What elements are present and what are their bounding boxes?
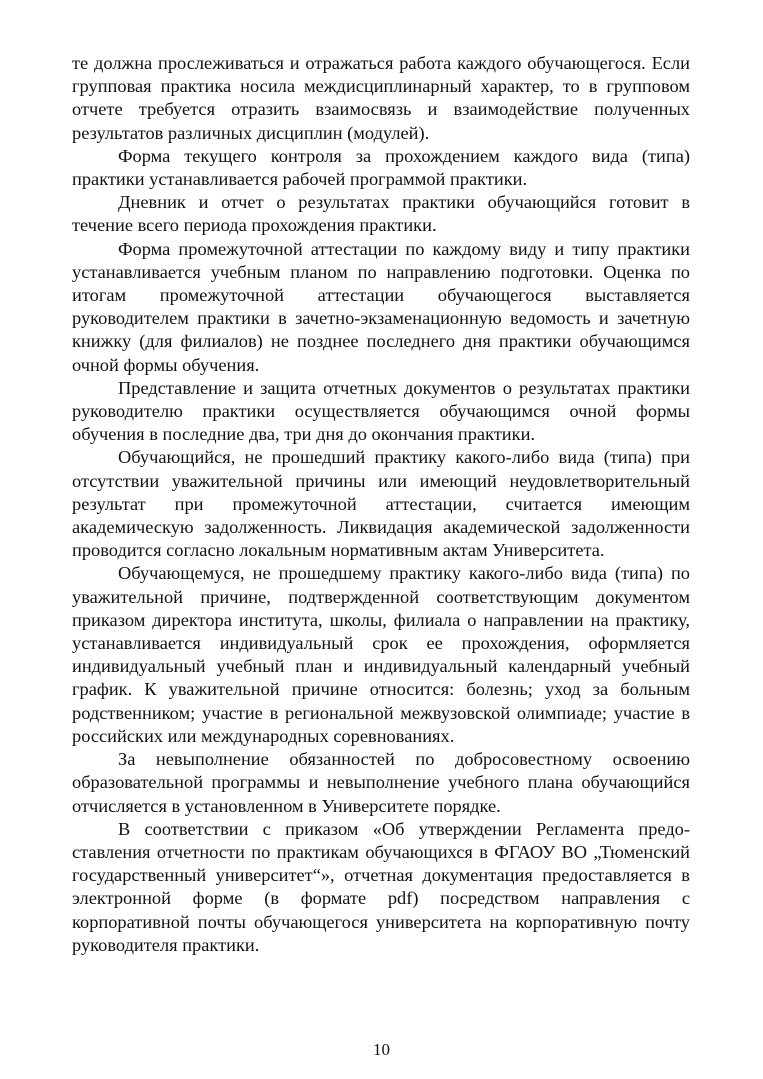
paragraph-expulsion: За невыполнение обязанностей по добросовестному освоению образовательной программы и невыполнение учебного плана обучающийся отчисляется в установленном в Университете порядке. (72, 749, 690, 816)
paragraph-diary-report: Дневник и отчет о результатах практики обучающийся готовит в течение всего периода прохождения практики. (72, 192, 690, 236)
paragraph-valid-reason: Обучающемуся, не прошедшему практику какого-либо вида (типа) по уважительной причине, подтвержденной соответствующим документом приказом директора института, школы, филиала о направлении на практику, устанавливается индивидуальный срок ее прохождения, оформляется индивидуальный учебный план и индивидуальный календарный учебный график. К уважительной причине относится: болезнь; уход за больным родственником; участие в региональной межвузовской олимпиаде; участие в российских или международных соревнованиях. (72, 563, 690, 746)
paragraph-intermediate-attestation: Форма промежуточной аттестации по каждому виду и типу практики устанавливается учебным планом по направлению подготовки. Оценка по итогам промежуточной аттестации обучающегося выставляется руководителем практики в зачетно-экзаменационную ведомость и зачетную книжку (для филиалов) не позднее последнего дня практики обучающимся очной формы обучения. (72, 238, 690, 375)
paragraph-continuation: те должна прослеживаться и отражаться работа каждого обучающегося. Если групповая практика носила междисциплинарный характер, то в групповом отчете требуется отразить взаимосвязь и взаимодействие полученных результатов различных дисциплин (модулей). (72, 53, 690, 143)
document-body (72, 52, 690, 957)
paragraph-electronic-reporting: В соответствии с приказом «Об утверждении Регламента предоставления отчетности по практикам обучающихся в ФГАОУ ВО „Тюменский государственный университет“», отчетная документация предоставляется в электронной форме (в формате pdf) посредством направления с корпоративной почты обучающегося университета на корпоративную почту руководителя практики. (72, 818, 690, 955)
paragraph-report-defense: Представление и защита отчетных документов о результатах практики руководителю практики осуществляется обучающимся очной формы обучения в последние два, три дня до окончания практики. (72, 377, 690, 445)
paragraph-academic-debt: Обучающийся, не прошедший практику какого-либо вида (типа) при отсутствии уважительной причины или имеющий неудовлетворительный результат при промежуточной аттестации, считается имеющим академическую задолженность. Ликвидация академической задолженности проводится согласно локальным нормативным актам Университета. (72, 447, 690, 561)
paragraph-current-control: Форма текущего контроля за прохождением каждого вида (типа) практики устанавливается рабочей программой практики. (72, 145, 690, 190)
page-number: 10 (373, 1040, 390, 1059)
